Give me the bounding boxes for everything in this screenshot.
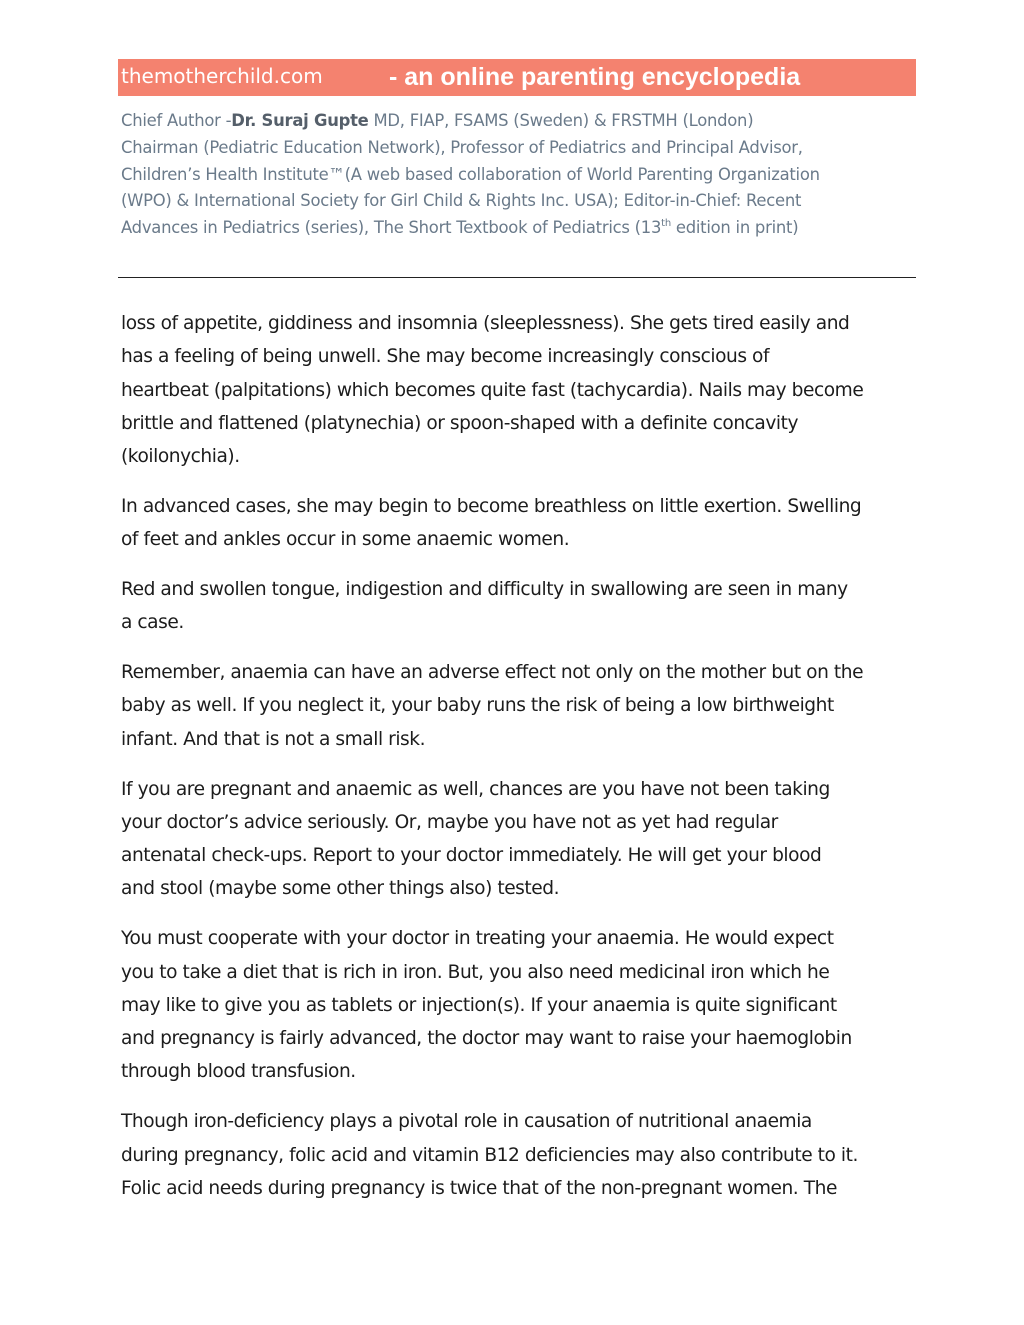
article-body	[121, 307, 921, 1222]
text-line: through blood transfusion.	[121, 1061, 356, 1083]
text-line: Though iron-deficiency plays a pivotal role in causation of nutritional anaemia	[121, 1111, 812, 1133]
author-prefix: Chief Author -	[121, 111, 232, 130]
text-line: In advanced cases, she may begin to become breathless on little exertion. Swelling	[121, 495, 862, 517]
author-info	[121, 108, 921, 242]
text-line: antenatal check-ups. Report to your doctor immediately. He will get your blood	[121, 845, 822, 867]
paragraph	[121, 490, 921, 557]
header-banner	[118, 59, 916, 96]
paragraph	[121, 307, 921, 473]
author-credentials: MD, FIAP, FSAMS (Sweden) & FRSTMH (London)	[368, 111, 754, 130]
paragraph	[121, 656, 921, 756]
text-line: loss of appetite, giddiness and insomnia (sleeplessness). She gets tired easily and	[121, 313, 850, 334]
text-line: and pregnancy is fairly advanced, the doctor may want to raise your haemoglobin	[121, 1028, 852, 1050]
paragraph	[121, 922, 921, 1088]
site-tagline: - an online parenting encyclopedia	[389, 63, 801, 91]
author-line	[121, 108, 921, 135]
author-line-text: Advances in Pediatrics (series), The Short Textbook of Pediatrics (13	[121, 218, 662, 238]
superscript: th	[661, 218, 671, 230]
author-line	[121, 215, 921, 242]
text-line: during pregnancy, folic acid and vitamin B12 deficiencies may also contribute to it.	[121, 1144, 858, 1166]
paragraph	[121, 773, 921, 906]
text-line: baby as well. If you neglect it, your baby runs the risk of being a low birthweight	[121, 695, 834, 717]
text-line: and stool (maybe some other things also) tested.	[121, 878, 560, 900]
site-name[interactable]: themotherchild.com	[121, 64, 323, 88]
text-line: Red and swollen tongue, indigestion and difficulty in swallowing are seen in many	[121, 579, 848, 601]
author-line: (WPO) & International Society for Girl Child & Rights Inc. USA); Editor-in-Chief: Recent	[121, 191, 802, 211]
text-line: you to take a diet that is rich in iron. But, you also need medicinal iron which he	[121, 961, 830, 983]
text-line: Folic acid needs during pregnancy is twice that of the non-pregnant women. The	[121, 1177, 837, 1199]
text-line: your doctor’s advice seriously. Or, maybe you have not as yet had regular	[121, 811, 778, 833]
author-line-text: edition in print)	[670, 218, 799, 238]
text-line: has a feeling of being unwell. She may become increasingly conscious of	[121, 346, 770, 368]
author-line: Children’s Health Institute™(A web based collaboration of World Parenting Organization	[121, 164, 820, 184]
header-divider	[118, 277, 916, 278]
text-line: infant. And that is not a small risk.	[121, 728, 426, 750]
paragraph	[121, 573, 921, 640]
text-line: may like to give you as tablets or injection(s). If your anaemia is quite significant	[121, 994, 837, 1016]
text-line: If you are pregnant and anaemic as well, chances are you have not been taking	[121, 778, 830, 800]
text-line: heartbeat (palpitations) which becomes quite fast (tachycardia). Nails may become	[121, 379, 864, 401]
author-line: Chairman (Pediatric Education Network), Professor of Pediatrics and Principal Advisor,	[121, 137, 803, 157]
text-line: of feet and ankles occur in some anaemic women.	[121, 529, 570, 551]
text-line: Remember, anaemia can have an adverse effect not only on the mother but on the	[121, 662, 864, 684]
author-name: Dr. Suraj Gupte	[231, 111, 369, 130]
text-line: brittle and flattened (platynechia) or spoon-shaped with a definite concavity	[121, 412, 799, 434]
text-line: (koilonychia).	[121, 446, 240, 468]
paragraph	[121, 1105, 921, 1205]
text-line: a case.	[121, 612, 184, 634]
text-line: You must cooperate with your doctor in treating your anaemia. He would expect	[121, 928, 834, 950]
